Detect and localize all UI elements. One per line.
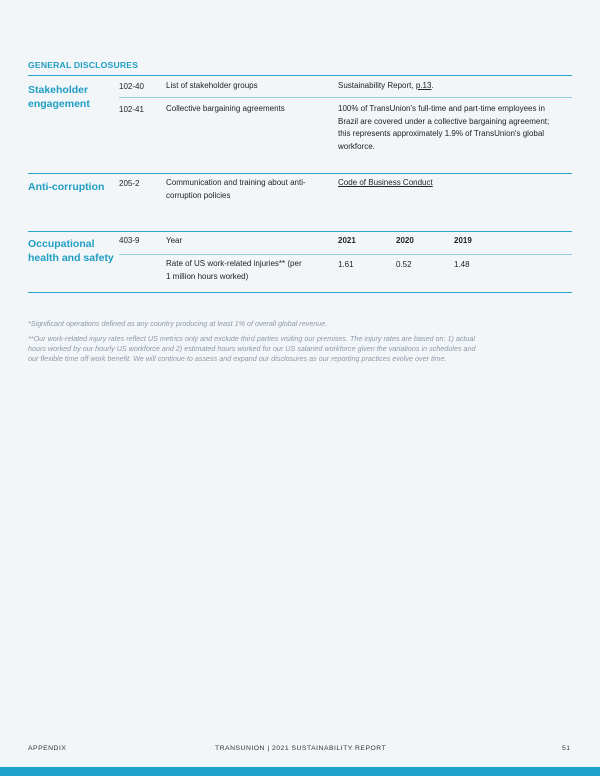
injury-rate-label: Rate of US work-related injuries** (per 1 million hours worked) (166, 259, 302, 281)
row-divider (119, 254, 572, 255)
code-of-conduct-link[interactable]: Code of Business Conduct (338, 178, 433, 187)
gri-code: 102-40 (119, 82, 144, 91)
response-text (338, 177, 578, 190)
response-prefix: Sustainability Report, (338, 81, 416, 90)
year-2019: 2019 (454, 236, 472, 245)
bottom-accent-bar (0, 767, 600, 776)
footnotes (28, 319, 478, 369)
response-text (338, 80, 578, 93)
gri-code: 205-2 (119, 179, 140, 188)
category-anti-corruption: Anti-corruption (28, 181, 105, 193)
year-2020: 2020 (396, 236, 414, 245)
response-text: 100% of TransUnion's full-time and part-time employees in Brazil are covered under a collective bargaining agreement; this represents approximately 1.9% of TransUnion's global workforce. (338, 104, 550, 151)
footer-section: APPENDIX (28, 745, 67, 752)
category-occupational-health-safety: Occupational health and safety (28, 238, 114, 264)
row-divider (119, 97, 572, 98)
response-suffix: . (431, 81, 434, 90)
disclosure-title: Communication and training about anti-corruption policies (166, 178, 306, 200)
divider (28, 173, 572, 174)
footer-report-title: TRANSUNION | 2021 SUSTAINABILITY REPORT (215, 745, 387, 752)
report-page-link[interactable]: p.13 (415, 81, 432, 90)
divider (28, 231, 572, 232)
injury-rate-2021: 1.61 (338, 260, 354, 269)
gri-code: 102-41 (119, 105, 144, 114)
year-2021: 2021 (338, 236, 356, 245)
category-stakeholder-engagement: Stakeholder engagement (28, 84, 90, 110)
injury-rate-2019: 1.48 (454, 260, 470, 269)
year-label: Year (166, 236, 183, 245)
divider (28, 75, 572, 76)
page-number: 51 (562, 745, 571, 752)
disclosure-title: Collective bargaining agreements (166, 104, 285, 113)
disclosure-title: List of stakeholder groups (166, 81, 258, 90)
injury-rate-2020: 0.52 (396, 260, 412, 269)
section-title: GENERAL DISCLOSURES (28, 60, 139, 70)
footnote-injury-rates: **Our work-related injury rates reflect US metrics only and exclude third parties visiting our premises. The injury rates are based on: 1) actual hours worked by our hourly US workforce and 2) estimated hours worked for our US salaried workforce given the variations in schedules and our flexible time off work benefit. We will continue to assess and expand our disclosures as our reporting practices evolve over time. (28, 334, 476, 363)
footnote-significant-operations: *Significant operations defined as any country producing at least 1% of overall global revenue. (28, 319, 328, 328)
divider (28, 292, 572, 293)
gri-code: 403-9 (119, 236, 140, 245)
